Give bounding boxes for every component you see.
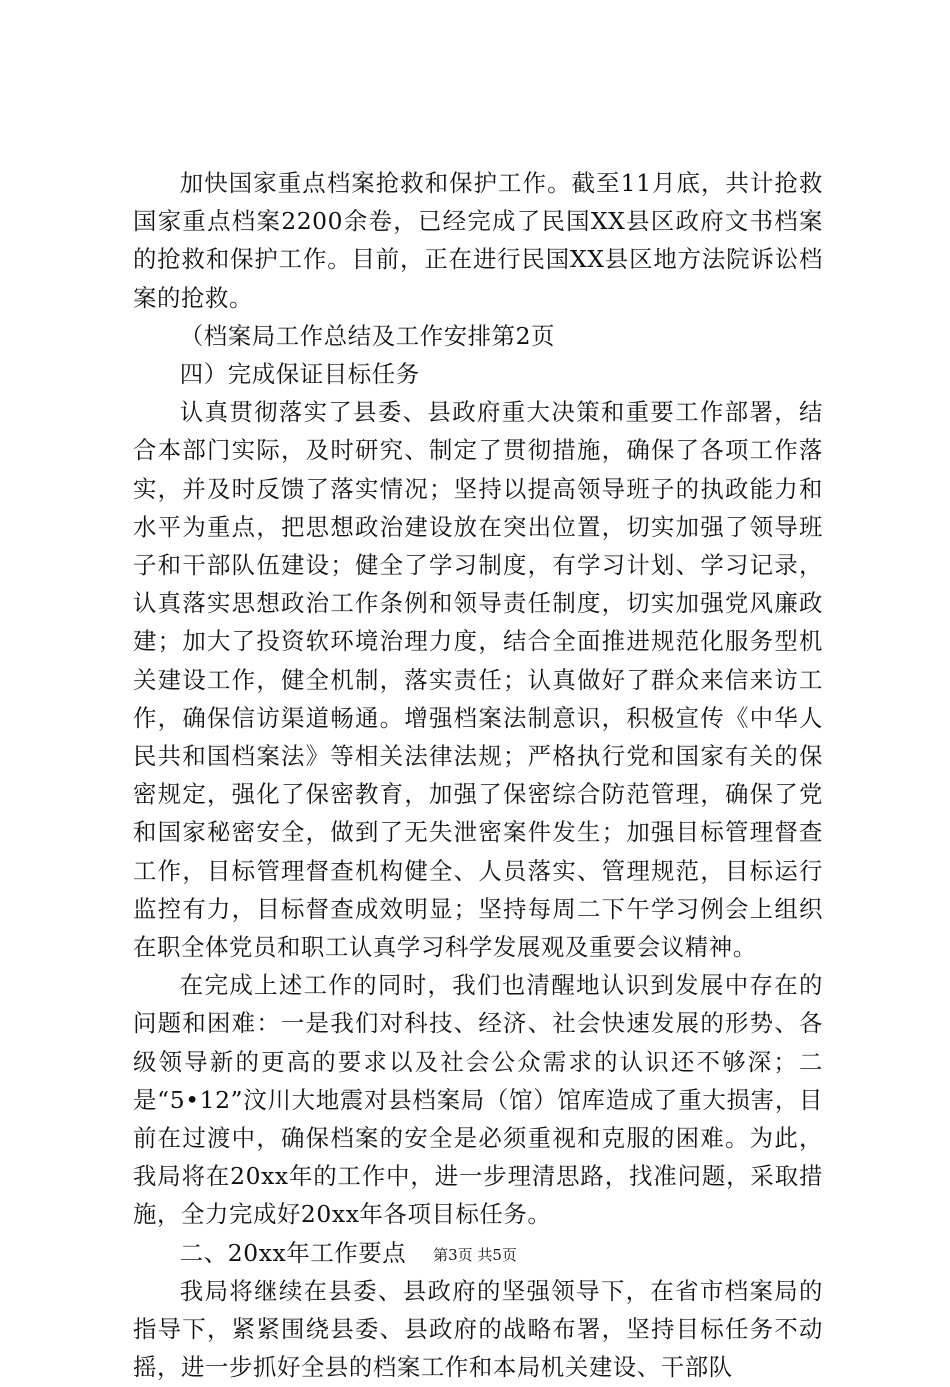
section-heading-four: 四）完成保证目标任务 — [179, 360, 420, 389]
document-body — [133, 164, 823, 1387]
section-heading-work-points: 二、20xx年工作要点 — [179, 1238, 407, 1267]
page-footer: 第3页 共5页 — [433, 1246, 517, 1264]
section-page-note: （档案局工作总结及工作安排第2页 — [179, 321, 556, 350]
paragraph-rescue-archives: 加快国家重点档案抢救和保护工作。截至11月底，共计抢救国家重点档案2200余卷，已经完成了民国XX县区政府文书档案的抢救和保护工作。目前，正在进行民国XX县区地方法院诉讼档案的抢救。 — [133, 169, 823, 312]
paragraph-implementation: 认真贯彻落实了县委、县政府重大决策和重要工作部署，结合本部门实际，及时研究、制定了贯彻措施，确保了各项工作落实，并及时反馈了落实情况；坚持以提高领导班子的执政能力和水平为重点，把思想政治建设放在突出位置，切实加强了领导班子和干部队伍建设；健全了学习制度，有学习计划、学习记录，认真落实思想政治工作条例和领导责任制度，切实加强党风廉政建；加大了投资软环境治理力度，结合全面推进规范化服务型机关建设工作，健全机制，落实责任；认真做好了群众来信来访工作，确保信访渠道畅通。增强档案法制意识，积极宣传《中华人民共和国档案法》等相关法律法规；严格执行党和国家有关的保密规定，强化了保密教育，加强了保密综合防范管理，确保了党和国家秘密安全，做到了无失泄密案件发生；加强目标管理督查工作，目标管理督查机构健全、人员落实、管理规范，目标运行监控有力，目标督查成效明显；坚持每周二下午学习例会上组织在职全体党员和职工认真学习科学发展观及重要会议精神。 — [133, 398, 823, 962]
paragraph-problems: 在完成上述工作的同时，我们也清醒地认识到发展中存在的问题和困难：一是我们对科技、经济、社会快速发展的形势、各级领导新的更高的要求以及社会公众需求的认识还不够深；二是“5•12”汶川大地震对县档案局（馆）馆库造成了重大损害，目前在过渡中，确保档案的安全是必须重视和克服的困难。为此，我局将在20xx年的工作中，进一步理清思路，找准问题，采取措施，全力完成好20xx年各项目标任务。 — [133, 971, 823, 1229]
paragraph-next-year: 我局将继续在县委、县政府的坚强领导下，在省市档案局的指导下，紧紧围绕县委、县政府的战略布署，坚持目标任务不动摇，进一步抓好全县的档案工作和本局机关建设、干部队 — [133, 1276, 823, 1382]
